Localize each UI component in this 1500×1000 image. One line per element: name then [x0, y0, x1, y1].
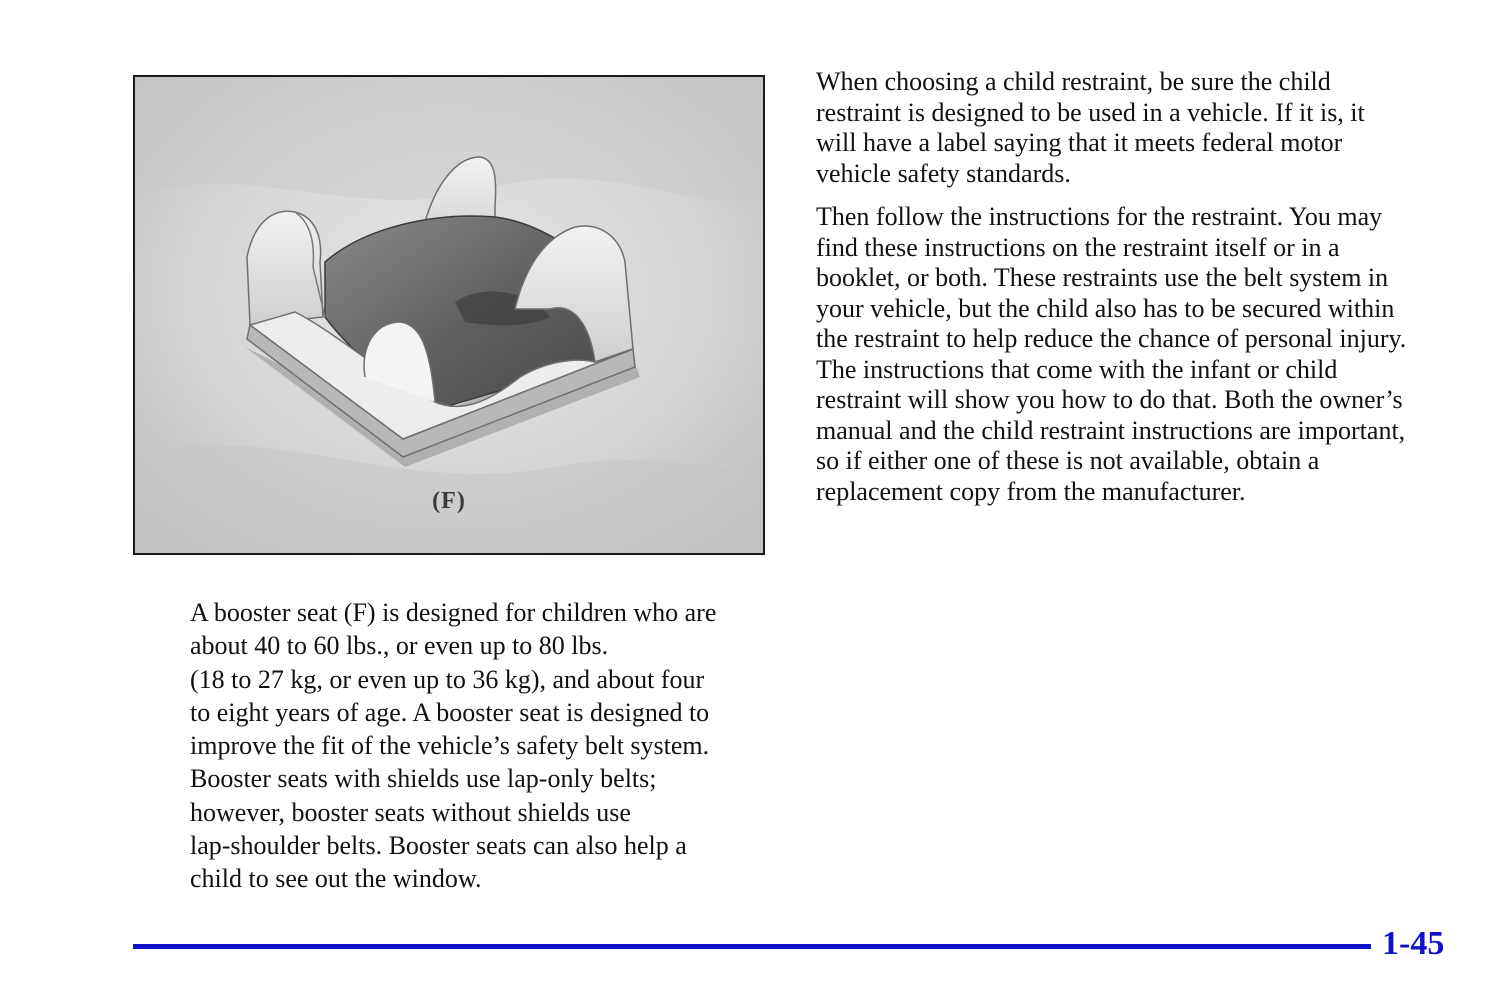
choosing-restraint-paragraph	[816, 67, 1466, 189]
text-line: find these instructions on the restraint itself or in a	[816, 232, 1340, 262]
text-line: A booster seat (F) is designed for children who are	[190, 598, 717, 627]
follow-instructions-paragraph	[816, 202, 1466, 507]
text-line: The instructions that come with the infant or child	[816, 354, 1338, 384]
text-line: restraint will show you how to do that. Both the owner’s	[816, 385, 1403, 414]
text-line: vehicle safety standards.	[816, 158, 1071, 188]
text-line: Then follow the instructions for the restraint. You may	[816, 202, 1383, 231]
text-line: booklet, or both. These restraints use the belt system in	[816, 263, 1389, 292]
text-line: improve the fit of the vehicle’s safety belt system.	[190, 731, 710, 761]
text-line: lap-shoulder belts. Booster seats can also help a	[190, 831, 687, 861]
text-line: the restraint to help reduce the chance of personal injury.	[816, 324, 1407, 353]
text-line: When choosing a child restraint, be sure the child	[816, 67, 1331, 96]
text-line: restraint is designed to be used in a vehicle. If it is, it	[816, 97, 1365, 127]
text-line: manual and the child restraint instructions are important,	[816, 415, 1406, 445]
right-column	[816, 67, 1466, 507]
text-line: however, booster seats without shields use	[190, 797, 631, 827]
text-line: your vehicle, but the child also has to be secured within	[816, 293, 1395, 323]
text-line: Booster seats with shields use lap-only belts;	[190, 764, 657, 794]
page-number: 1-45	[1382, 925, 1445, 962]
text-line: so if either one of these is not available, obtain a	[816, 446, 1320, 475]
text-line: to eight years of age. A booster seat is designed to	[190, 697, 710, 727]
text-line: will have a label saying that it meets federal motor	[816, 128, 1343, 157]
text-line: child to see out the window.	[190, 864, 482, 894]
figure-label: (F)	[432, 488, 466, 514]
text-line: replacement copy from the manufacturer.	[816, 476, 1246, 506]
text-line: (18 to 27 kg, or even up to 36 kg), and about four	[190, 664, 705, 694]
booster-seat-illustration	[135, 77, 763, 553]
text-line: about 40 to 60 lbs., or even up to 80 lbs.	[190, 631, 609, 661]
booster-seat-figure	[133, 75, 765, 555]
booster-seat-paragraph	[190, 596, 780, 896]
footer-rule	[133, 944, 1371, 949]
